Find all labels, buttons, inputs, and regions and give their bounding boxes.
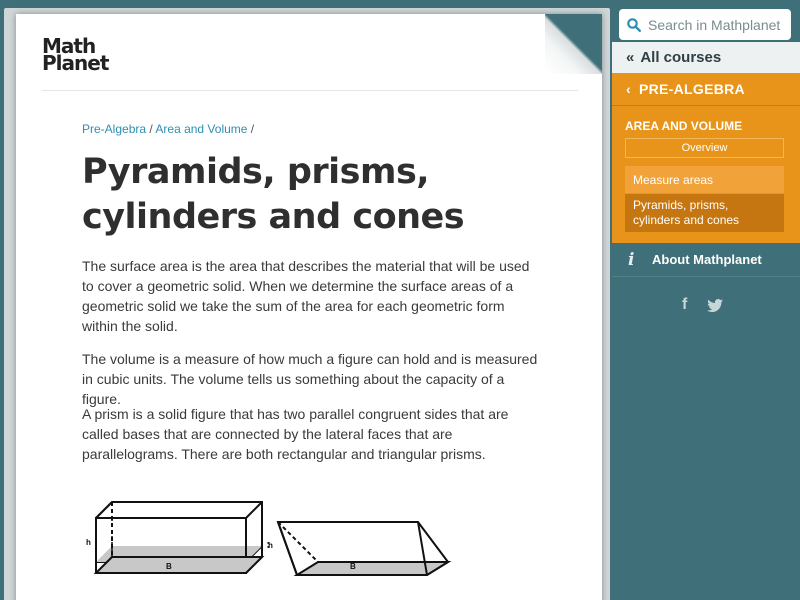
overview-link[interactable]: Overview (625, 138, 784, 158)
twitter-icon[interactable] (707, 299, 723, 312)
tri-prism-base-label: B (350, 562, 356, 571)
all-courses-link[interactable] (612, 42, 800, 73)
all-courses-label: All courses (640, 49, 722, 66)
social-links (682, 296, 723, 314)
page-title: Pyramids, prisms, cylinders and cones (82, 152, 465, 237)
paragraph-volume: The volume is a measure of how much a figure can hold and is measured in cubic units. The volume tells us something about the capacity of a figure. (82, 351, 538, 407)
sidebar-item-pyramids[interactable]: Pyramids, prisms, cylinders and cones (625, 194, 784, 232)
triangular-prism-drawing (268, 522, 448, 575)
logo-line-1: Math (42, 34, 96, 58)
about-label: About Mathplanet (652, 252, 762, 267)
course-link-pre-algebra[interactable] (612, 73, 800, 105)
course-divider (612, 105, 800, 106)
rect-prism-base-label: B (166, 562, 172, 571)
facebook-icon[interactable]: f (682, 296, 688, 313)
breadcrumb-area-volume[interactable]: Area and Volume (155, 122, 248, 136)
about-mathplanet-link[interactable] (612, 243, 800, 276)
tri-prism-height-label: h (268, 541, 273, 550)
breadcrumb-separator: / (149, 122, 153, 136)
breadcrumb-pre-algebra[interactable]: Pre-Algebra (82, 122, 147, 136)
search-box[interactable] (619, 9, 791, 40)
breadcrumb-separator: / (250, 122, 255, 136)
paragraph-prism: A prism is a solid figure that has two parallel congruent sides that are called bases that are connected by the lateral faces that are parallelograms. There are both rectangular and triangular prisms. (82, 406, 509, 462)
sidebar-item-measure-areas[interactable]: Measure areas (625, 166, 784, 193)
paragraph-surface-area: The surface area is the area that describes the material that will be used to cover a geometric solid. When we determine the surface areas of a geometric solid we take the sum of the area for each geometric form within the solid. (82, 258, 530, 334)
section-title[interactable]: AREA AND VOLUME (625, 119, 743, 133)
info-icon: i (628, 249, 635, 270)
about-divider (612, 276, 800, 277)
mathplanet-logo[interactable] (42, 34, 112, 78)
course-label: PRE-ALGEBRA (638, 81, 745, 97)
search-input[interactable] (648, 17, 788, 33)
chevron-left-icon: ‹ (626, 81, 631, 97)
search-icon (627, 18, 641, 32)
header-divider (42, 90, 578, 91)
rect-prism-height-label: h (86, 538, 91, 547)
logo-line-2: Planet (42, 51, 109, 75)
rectangular-prism-base (96, 557, 262, 573)
page-curl (545, 14, 602, 74)
double-chevron-left-icon: « (626, 49, 635, 66)
prisms-figure (82, 490, 462, 600)
breadcrumb (82, 122, 254, 136)
